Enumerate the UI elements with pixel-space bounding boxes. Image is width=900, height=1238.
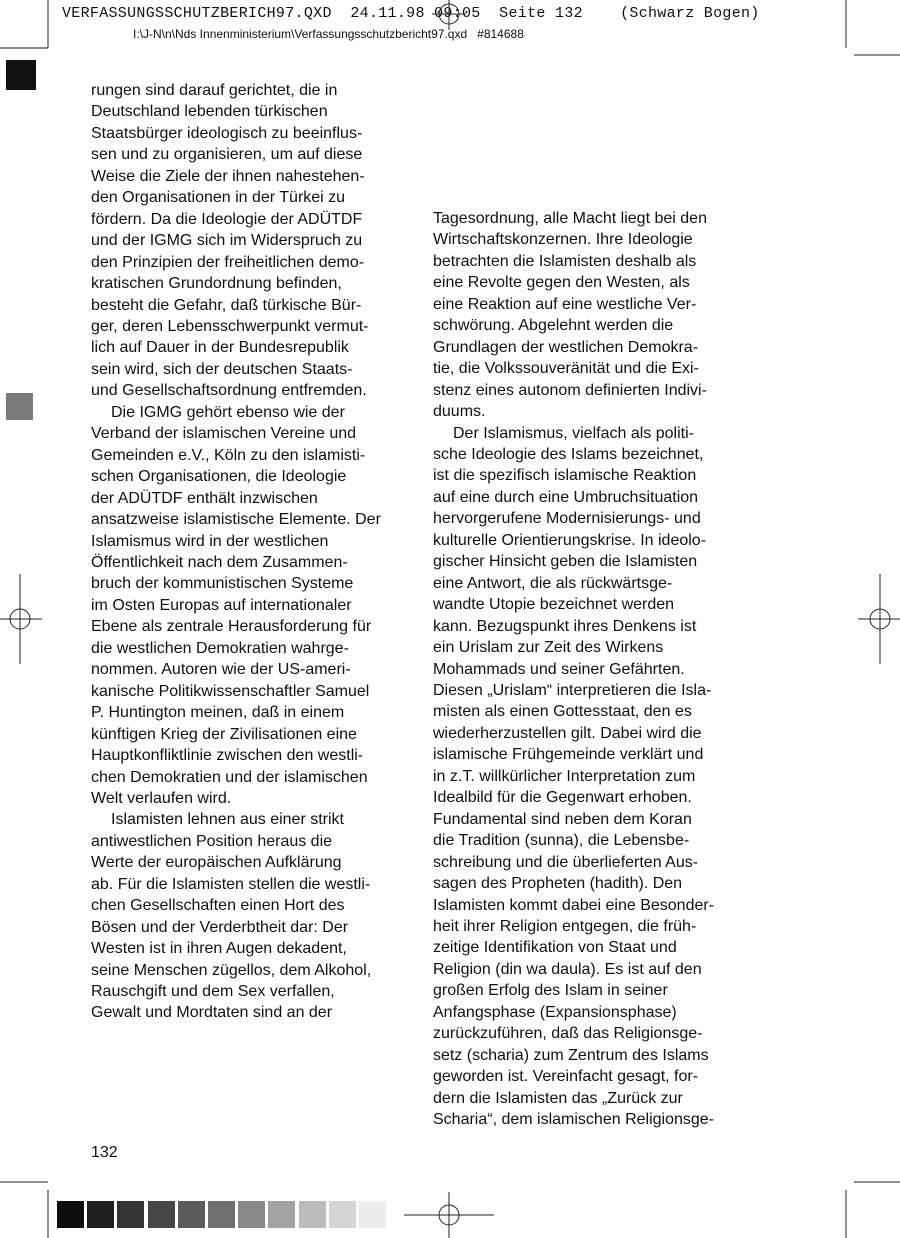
text-line: rungen sind darauf gerichtet, die in — [91, 82, 338, 99]
color-bar-swatch — [208, 1201, 235, 1228]
text-line: Mohammads und seiner Gefährten. — [433, 660, 685, 678]
text-line: Grundlagen der westlichen Demokra- — [433, 338, 699, 356]
text-line: fördern. Da die Ideologie der ADÜTDF — [91, 210, 363, 228]
text-line: Der Islamismus, vielfach als politi- — [453, 424, 694, 442]
text-line: ab. Für die Islamisten stellen die westli- — [91, 875, 371, 893]
text-line: Wirtschaftskonzernen. Ihre Ideologie — [433, 231, 693, 249]
text-line: Scharia“, dem islamischen Religionsge- — [433, 1111, 715, 1129]
registration-target-left — [0, 574, 42, 664]
side-tab-marker — [6, 393, 33, 420]
text-line: wandte Utopie bezeichnet werden — [433, 596, 675, 614]
text-line: bruch der kommunistischen Systeme — [91, 575, 354, 593]
text-line: kulturelle Orientierungskrise. In ideolo- — [433, 531, 707, 549]
text-line: betrachten die Islamisten deshalb als — [433, 252, 697, 270]
registration-target-bottom — [404, 1192, 494, 1238]
color-bar-swatch — [359, 1201, 386, 1228]
text-line: Religion (din wa daula). Es ist auf den — [433, 960, 702, 978]
color-bar-swatch — [148, 1201, 175, 1228]
text-line: geworden ist. Vereinfacht gesagt, for- — [433, 1068, 699, 1086]
text-line: Weise die Ziele der ihnen nahestehen- — [91, 167, 365, 185]
text-line: Gewalt und Mordtaten sind an der — [91, 1004, 333, 1022]
text-line: stenz eines autonom definierten Indivi- — [433, 381, 707, 399]
text-line: den Prinzipien der freiheitlichen demo- — [91, 253, 365, 271]
text-line: Idealbild für die Gegenwart erhoben. — [433, 789, 692, 807]
text-line: islamische Frühgemeinde verklärt und — [433, 746, 704, 764]
text-line: Islamismus wird in der westlichen — [91, 532, 329, 550]
text-line: schen Organisationen, die Ideologie — [91, 468, 347, 486]
text-line: schreibung und die überlieferten Aus- — [433, 853, 699, 871]
color-bar-swatch — [299, 1201, 326, 1228]
text-line: der ADÜTDF enthält inzwischen — [91, 489, 318, 507]
text-line: Westen ist in ihren Augen dekadent, — [91, 940, 347, 958]
text-line: Ebene als zentrale Herausforderung für — [91, 618, 372, 636]
text-line: sagen des Propheten (hadith). Den — [433, 875, 683, 893]
text-line: Anfangsphase (Expansionsphase) — [433, 1003, 677, 1021]
text-line: lich auf Dauer in der Bundesrepublik — [91, 339, 349, 357]
text-line: Die IGMG gehört ebenso wie der — [111, 403, 345, 421]
text-line: Öffentlichkeit nach dem Zusammen- — [91, 553, 348, 571]
text-line: die Tradition (sunna), die Lebensbe- — [433, 832, 690, 850]
text-line: sen und zu organisieren, um auf diese — [91, 146, 363, 164]
color-bar-swatch — [117, 1201, 144, 1228]
text-line: Islamisten kommt dabei eine Besonder- — [433, 896, 715, 914]
text-line: im Osten Europas auf internationaler — [91, 596, 352, 614]
text-line: wiederherzustellen gilt. Dabei wird die — [433, 724, 702, 742]
page-number: 132 — [91, 1144, 118, 1161]
text-line: Deutschland lebenden türkischen — [91, 103, 328, 121]
text-line: kann. Bezugspunkt ihres Denkens ist — [433, 617, 697, 635]
text-line: chen Gesellschaften einen Hort des — [91, 897, 345, 915]
text-line: zeitige Identifikation von Staat und — [433, 939, 677, 957]
right-text-column — [433, 208, 714, 1130]
text-line: Welt verlaufen wird. — [91, 789, 232, 807]
text-line: tie, die Volkssouveränität und die Exi- — [433, 360, 699, 378]
color-bar-swatch — [178, 1201, 205, 1228]
text-line: Hauptkonfliktlinie zwischen den westli- — [91, 747, 364, 765]
color-bar-swatch — [268, 1201, 295, 1228]
text-line: und Gesellschaftsordnung entfremden. — [91, 382, 367, 400]
text-line: duums. — [433, 403, 486, 421]
text-line: Verband der islamischen Vereine und — [91, 425, 357, 443]
text-line: eine Antwort, die als rückwärtsge- — [433, 574, 673, 592]
text-line: heit ihrer Religion entgegen, die früh- — [433, 917, 697, 935]
file-path-line: I:\J-N\n\Nds Innenministerium\Verfassungsschutzbericht97.qxd #814688 — [133, 27, 524, 41]
text-line: dern die Islamisten das „Zurück zur — [433, 1089, 683, 1107]
text-line: Tagesordnung, alle Macht liegt bei den — [433, 210, 707, 227]
text-line: großen Erfolg des Islam in seiner — [433, 982, 668, 1000]
text-line: Fundamental sind neben dem Koran — [433, 810, 692, 828]
text-line: gischer Hinsicht geben die Islamisten — [433, 553, 698, 571]
text-line: ist die spezifisch islamische Reaktion — [433, 467, 697, 485]
text-line: und der IGMG sich im Widerspruch zu — [91, 232, 363, 250]
text-line: eine Reaktion auf eine westliche Ver- — [433, 295, 697, 313]
text-line: schwörung. Abgelehnt werden die — [433, 317, 674, 335]
text-line: künftigen Krieg der Zivilisationen eine — [91, 725, 357, 743]
text-line: den Organisationen in der Türkei zu — [91, 189, 346, 207]
color-bar-swatch — [238, 1201, 265, 1228]
text-line: seine Menschen zügellos, dem Alkohol, — [91, 961, 372, 979]
text-line: P. Huntington meinen, daß in einem — [91, 704, 345, 722]
text-line: Werte der europäischen Aufklärung — [91, 854, 342, 872]
text-line: die westlichen Demokratien wahrge- — [91, 639, 349, 657]
text-line: auf eine durch eine Umbruchsituation — [433, 488, 699, 506]
text-line: eine Revolte gegen den Westen, als — [433, 274, 690, 292]
text-line: Diesen „Urislam“ interpretieren die Isla- — [433, 681, 712, 699]
text-line: ger, deren Lebensschwerpunkt vermut- — [91, 317, 369, 335]
text-line: setz (scharia) zum Zentrum des Islams — [433, 1046, 709, 1064]
file-slug-line: VERFASSUNGSSCHUTZBERICH97.QXD 24.11.98 09:05 Seite 132 (Schwarz Bogen) — [62, 5, 760, 22]
text-line: kanische Politikwissenschaftler Samuel — [91, 682, 370, 700]
text-line: ein Urislam zur Zeit des Wirkens — [433, 639, 664, 657]
text-line: kratischen Grundordnung befinden, — [91, 275, 342, 293]
text-line: ansatzweise islamistische Elemente. Der — [91, 511, 381, 529]
text-line: in z.T. willkürlicher Interpretation zum — [433, 767, 696, 785]
text-line: besteht die Gefahr, daß türkische Bür- — [91, 296, 362, 314]
text-line: zurückzuführen, daß das Religionsge- — [433, 1025, 703, 1043]
text-line: misten als einen Gottesstaat, den es — [433, 703, 692, 721]
text-line: nommen. Autoren wie der US-ameri- — [91, 661, 351, 679]
text-line: hervorgerufene Modernisierungs- und — [433, 510, 701, 528]
registration-target-right — [858, 574, 900, 664]
text-line: Gemeinden e.V., Köln zu den islamisti- — [91, 446, 366, 464]
text-line: Staatsbürger ideologisch zu beeinflus- — [91, 124, 363, 142]
corner-marker — [6, 60, 36, 90]
color-bar-swatch — [87, 1201, 114, 1228]
text-line: Rauschgift und dem Sex verfallen, — [91, 983, 335, 1001]
text-line: antiwestlichen Position heraus die — [91, 832, 333, 850]
color-bar-swatch — [329, 1201, 356, 1228]
text-line: sein wird, sich der deutschen Staats- — [91, 360, 353, 378]
color-bar-swatch — [57, 1201, 84, 1228]
text-line: Bösen und der Verderbtheit dar: Der — [91, 918, 349, 936]
text-line: Islamisten lehnen aus einer strikt — [111, 811, 344, 829]
text-line: chen Demokratien und der islamischen — [91, 768, 368, 786]
text-line: sche Ideologie des Islams bezeichnet, — [433, 445, 704, 463]
left-text-column — [91, 80, 381, 1024]
